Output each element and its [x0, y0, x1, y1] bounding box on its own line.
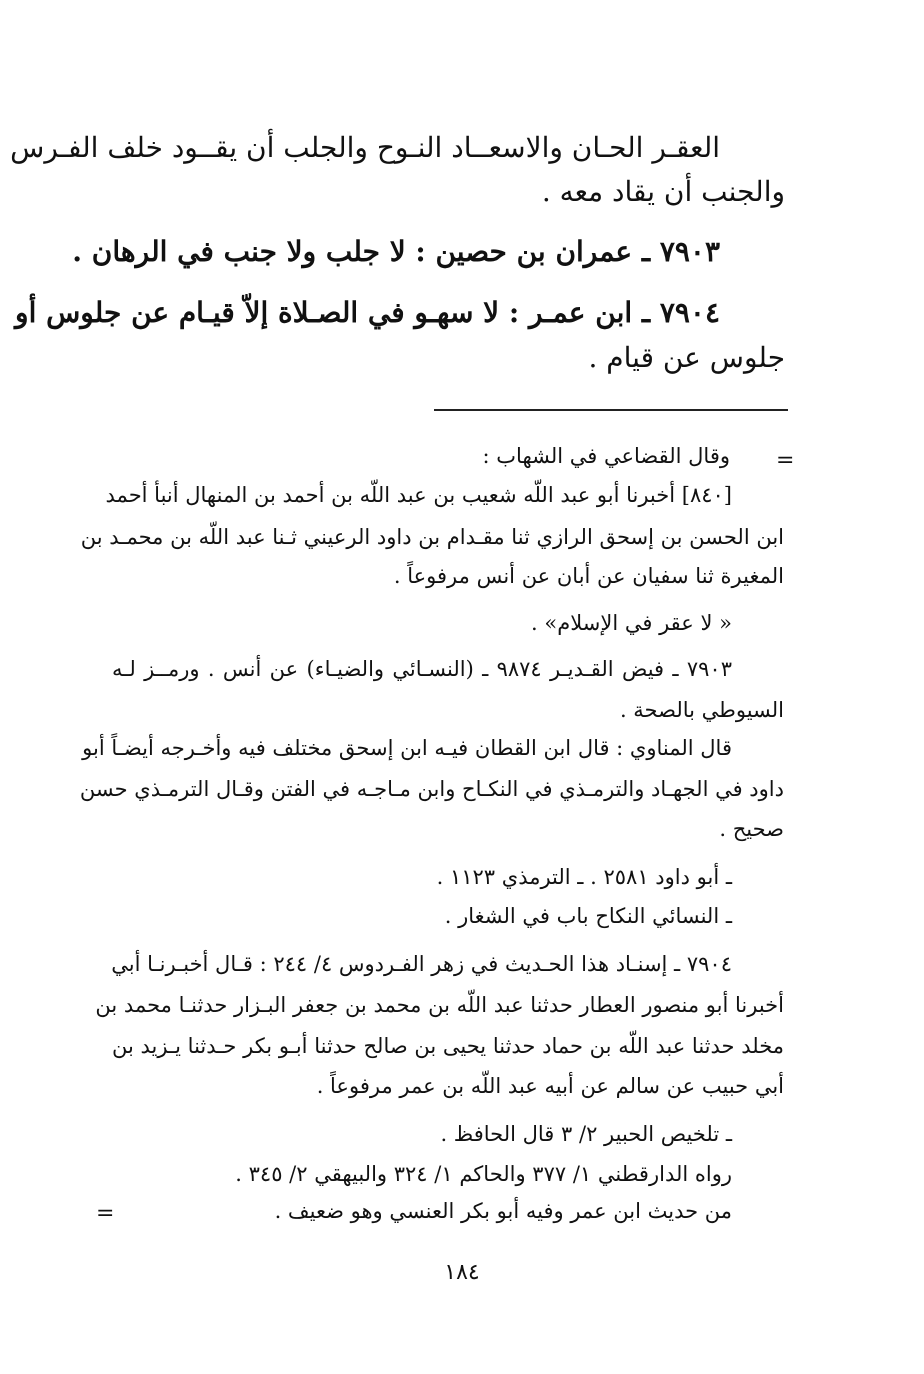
footnote-line-7: السيوطي بالصحة .: [619, 698, 784, 722]
footnote-line-9: داود في الجهـاد والترمـذي في النكـاح وابن مـاجـه في الفتن وقـال الترمـذي حسن: [79, 777, 784, 801]
page-number: ١٨٤: [444, 1260, 480, 1285]
hadith-7904-line-2: جلوس عن قيام .: [588, 341, 785, 374]
footnote-line-13: ٧٩٠٤ ـ إسنـاد هذا الحـديث في زهر الفـردوس ٤/ ٢٤٤ : قـال أخبـرنـا أبي: [111, 952, 732, 976]
footnote-separator: [434, 409, 788, 411]
footnote-line-1: وقال القضاعي في الشهاب :: [482, 444, 730, 468]
main-text-line-2: والجنب أن يقاد معه .: [541, 175, 785, 208]
footnote-line-3: ابن الحسن بن إسحق الرازي ثنا مقـدام بن داود الرعيني ثـنا عبد اللّه بن محمـد بن: [80, 525, 784, 549]
hadith-7904-line-1: ٧٩٠٤ ـ ابن عمـر : لا سهـو في الصـلاة إلاّ قيـام عن جلوس أو: [15, 296, 720, 329]
footnote-line-17: ـ تلخيص الحبير ٢/ ٣ قال الحافظ .: [440, 1122, 732, 1146]
footnote-line-2: [٨٤٠] أخبرنا أبو عبد اللّه شعيب بن عبد اللّه بن أحمد بن المنهال أنبأ أحمد: [105, 483, 732, 507]
continuation-marker-bottom: =: [96, 1201, 115, 1226]
footnote-line-10: صحيح .: [719, 817, 784, 841]
footnote-line-19: من حديث ابن عمر وفيه أبو بكر العنسي وهو ضعيف .: [274, 1199, 732, 1223]
footnote-line-8: قال المناوي : قال ابن القطان فيـه ابن إسحق مختلف فيه وأخـرجه أيضـاً أبو: [82, 736, 732, 760]
footnote-line-6: ٧٩٠٣ ـ فيض القـديـر ٩٨٧٤ ـ (النسـائي والضيـاء) عن أنس . ورمــز لـه: [112, 657, 732, 681]
footnote-line-11: ـ أبو داود ٢٥٨١ . ـ الترمذي ١١٢٣ .: [436, 865, 732, 889]
footnote-line-14: أخبرنا أبو منصور العطار حدثنا عبد اللّه بن محمد بن جعفر البـزار حدثنـا محمد بن: [95, 993, 784, 1017]
footnote-line-16: أبي حبيب عن سالم عن أبيه عبد اللّه بن عمر مرفوعاً .: [316, 1074, 784, 1098]
continuation-marker-top: =: [776, 448, 795, 473]
footnote-line-5: « لا عقر في الإسلام» .: [531, 611, 732, 635]
footnote-line-15: مخلد حدثنا عبد اللّه بن حماد حدثنا يحيى بن صالح حدثنا أبـو بكر حـدثنا يـزيد بن: [112, 1034, 784, 1058]
main-text-line-1: العقـر الحـان والاسعــاد النـوح والجلب أن يقــود خلف الفـرس: [10, 131, 720, 164]
footnote-line-18: رواه الدارقطني ١/ ٣٧٧ والحاكم ١/ ٣٢٤ والبيهقي ٢/ ٣٤٥ .: [235, 1162, 732, 1186]
footnote-line-12: ـ النسائي النكاح باب في الشغار .: [444, 904, 732, 928]
hadith-7903: ٧٩٠٣ ـ عمران بن حصين : لا جلب ولا جنب في الرهان .: [72, 235, 720, 268]
footnote-line-4: المغيرة ثنا سفيان عن أبان عن أنس مرفوعاً .: [393, 564, 784, 588]
